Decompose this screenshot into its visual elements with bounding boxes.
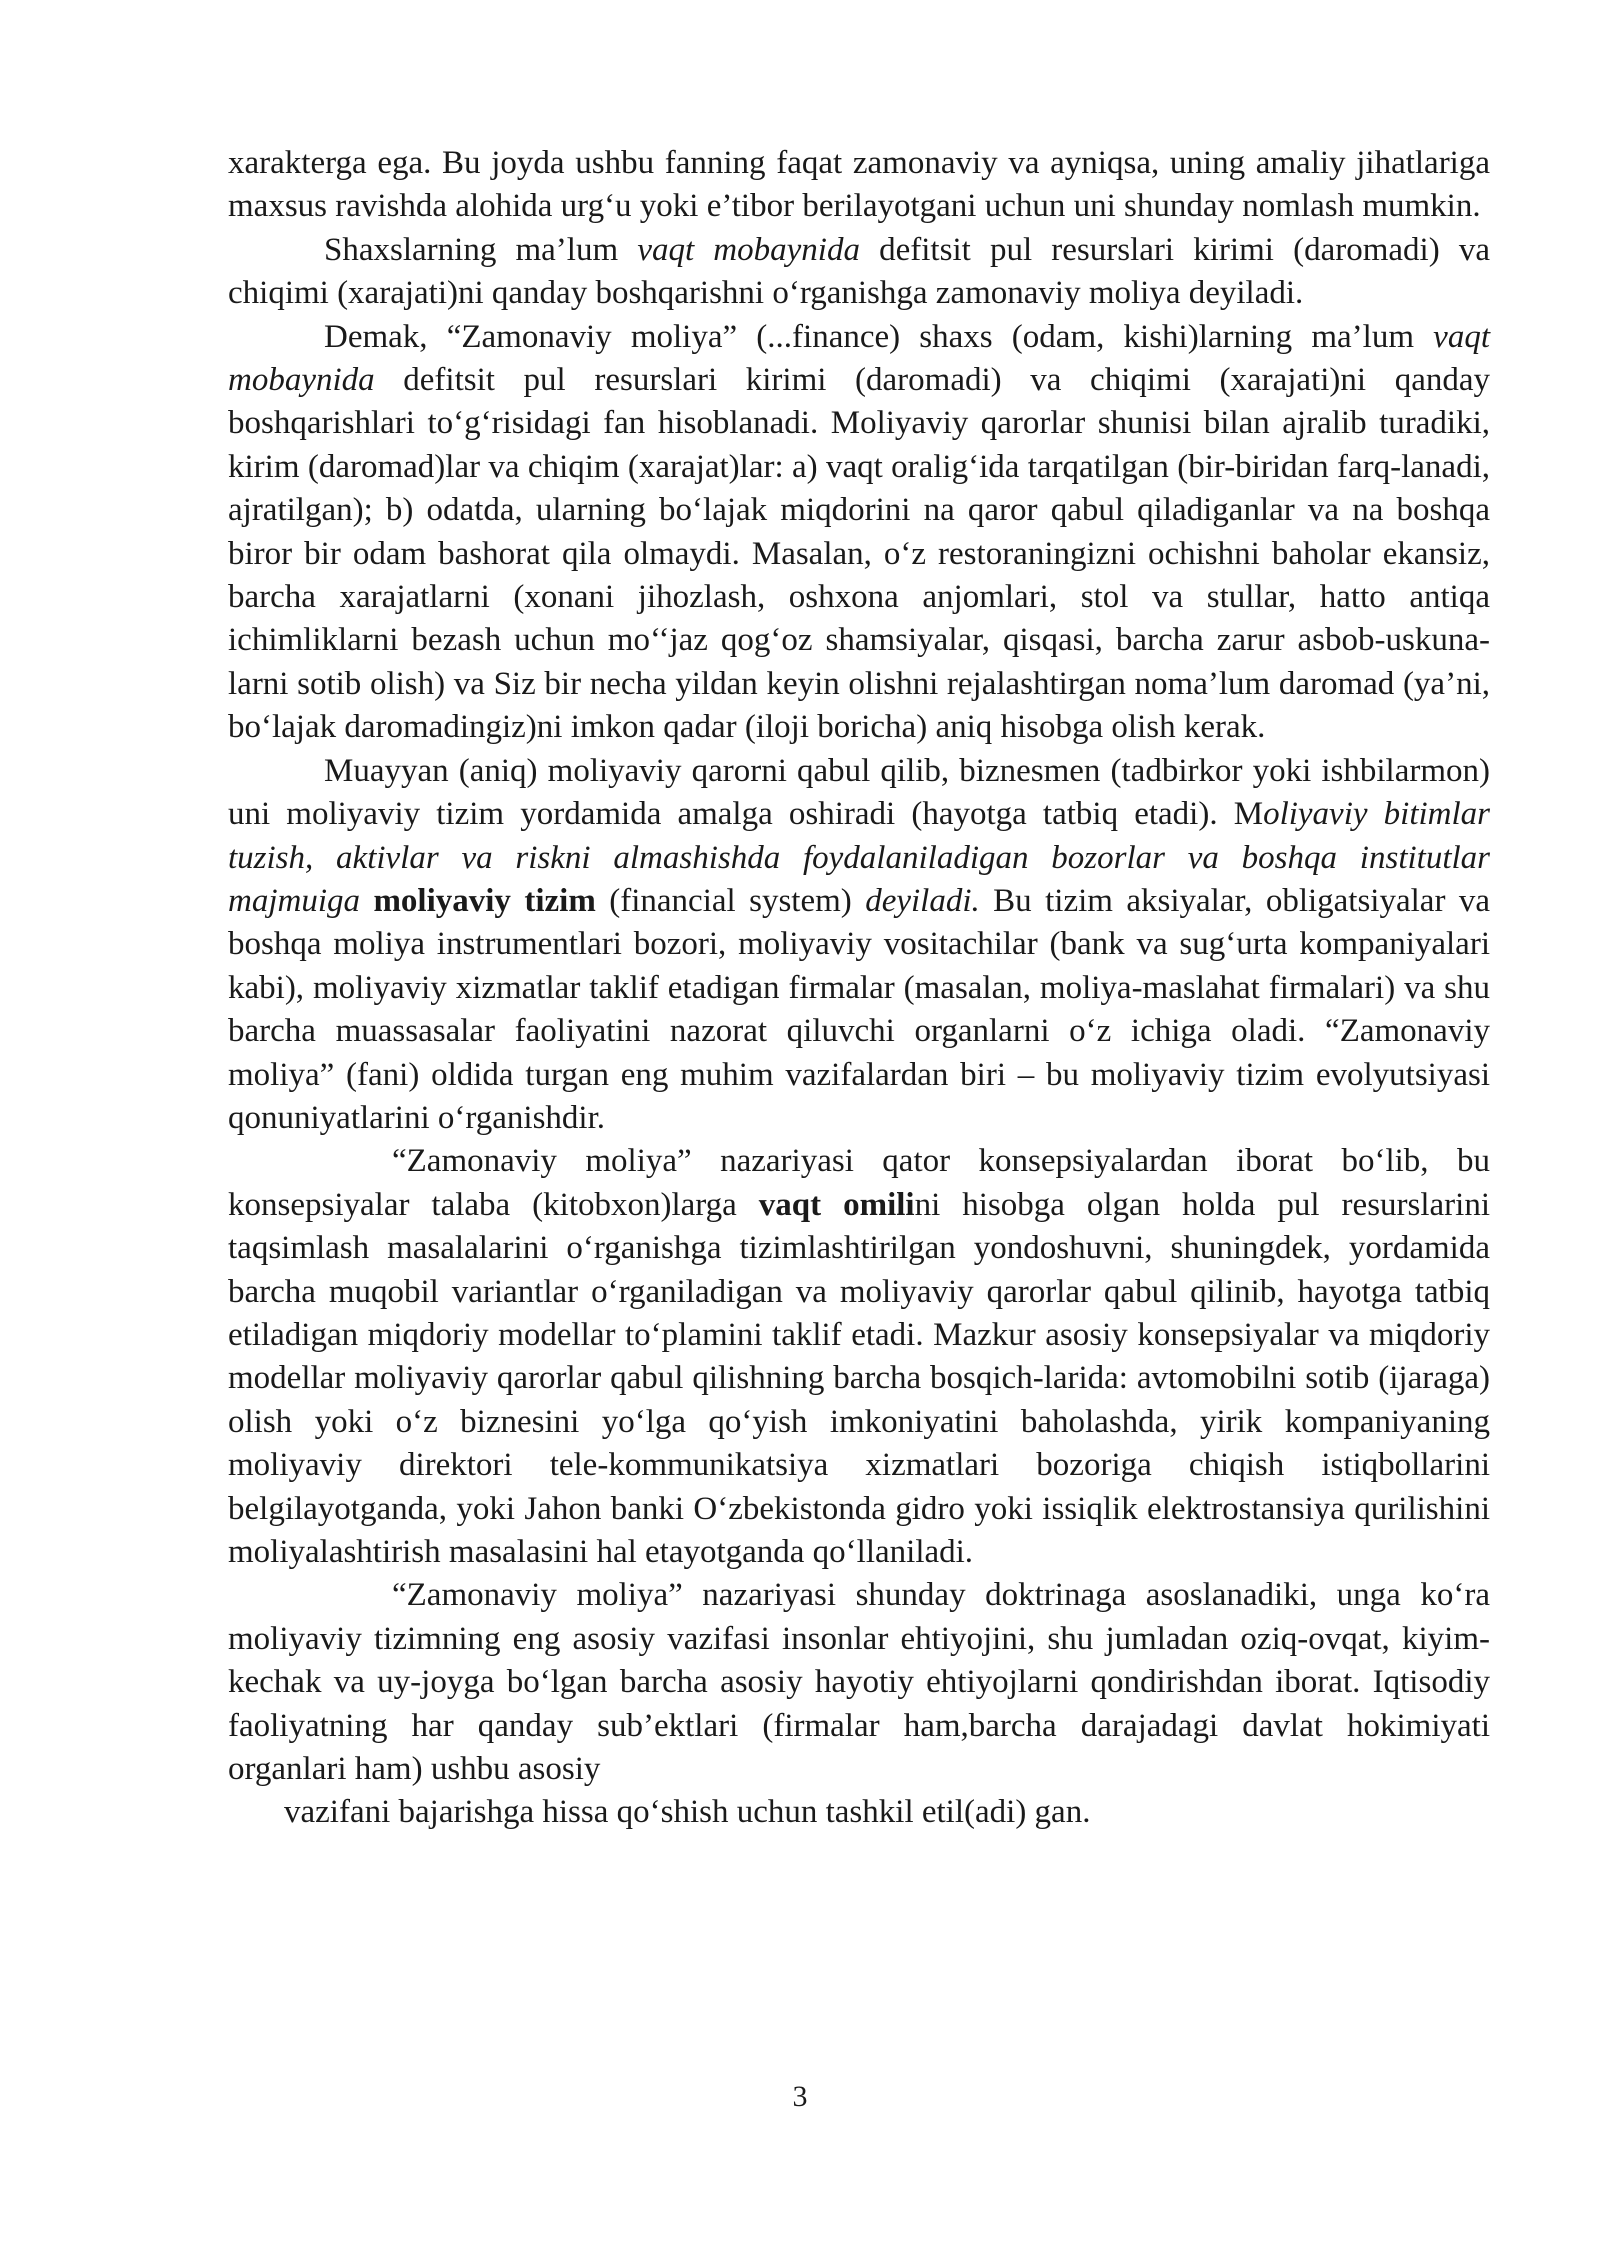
paragraph-5-text-b: ni hisobga olgan holda pul resurslarini taqsimlash masalalarini o‘rganishga tizimlashtirilgan yondoshuvni, shuningdek, yordamida barcha muqobil variantlar o‘rganiladigan va moliyaviy qarorlar qabul qilinib, hayotga tatbiq etiladigan miqdoriy modellar to‘plamini taklif etadi. Mazkur asosiy konsepsiyalar va miqdoriy modellar moliyaviy qarorlar qabul qilishning barcha bosqich-larida: avtomobilni sotib (ijaraga) olish yoki o‘z biznesini yo‘lga qo‘yish imkoniyatini baholashda, yirik kompaniyaning moliyaviy direktori tele-kommunikatsiya xizmatlari bozoriga chiqish istiqbollarini belgilayotganda, yoki Jahon banki O‘zbekistonda gidro yoki issiqlik elektrostansiya qurilishini moliyalashtirish masalasini hal etayotganda qo‘llaniladi. [228,1186,1491,1570]
paragraph-4-text-d: Bu tizim aksiyalar, obligatsiyalar va boshqa moliya instrumentlari bozori, moliyaviy vositachilar (bank va sug‘urta kompaniyalari kabi), moliyaviy xizmatlar taklif etadigan firmalar (masalan, moliya-maslahat firmalari) va shu barcha muassasalar faoliyatini nazorat qiluvchi organlarni o‘z ichiga oladi. “Zamonaviy moliya” (fani) oldida turgan eng muhim vazifalardan biri – bu moliyaviy tizim evolyutsiyasi qonuniyatlarini o‘rganishdir. [228,882,1490,1136]
paragraph-2 [228,229,1490,316]
paragraph-3 [228,316,1490,750]
paragraph-6-last-line [228,1791,1490,1834]
paragraph-3-text-a: Demak, “Zamonaviy moliya” (...finance) shaxs (odam, kishi)larning ma’lum [324,318,1434,355]
paragraph-4-bold-term: moliyaviy tizim [373,882,596,919]
paragraph-4-italic-definition: oliyaviy bitimlar tuzish, aktivlar va riskni almashishda foydalaniladigan bozorlar va boshqa institutlar majmuiga [228,796,1491,919]
paragraph-1 [228,142,1490,229]
paragraph-4-text-a: Muayyan (aniq) moliyaviy qarorni qabul qilib, biznesmen (tadbirkor yoki ishbilarmon) uni moliyaviy tizim yordamida amalga oshiradi (hayotga tatbiq etadi). M [228,752,1490,833]
paragraph-5 [228,1140,1490,1574]
paragraph-6-tail-text: vazifani bajarishga hissa qo‘shish uchun tashkil etil(adi) gan. [284,1794,1091,1831]
page-number: 3 [792,2080,808,2113]
paragraph-2-text-a: Shaxslarning ma’lum [324,231,638,268]
paragraph-3-italic-term: vaqt mobaynida [228,318,1490,399]
document-page [228,142,1490,1835]
paragraph-5-text-a: “Zamonaviy moliya” nazariyasi qator konsepsiyalardan iborat bo‘lib, bu konsepsiyalar talaba (kitobxon)larga [228,1143,1490,1223]
paragraph-3-text-b: defitsit pul resurslari kirimi (daromadi) va chiqimi (xarajati)ni qanday boshqarishlari to‘g‘risidagi fan hisoblanadi. Moliyaviy qarorlar shunisi bilan ajralib turadiki, kirim (daromad)lar va chiqim (xarajat)lar: a) vaqt oralig‘ida tarqatilgan (bir-biridan farq-lanadi, ajratilgan); b) odatda, ularning bo‘lajak miqdorini na qaror qabul qiladiganlar va na boshqa biror bir odam bashorat qila olmaydi. Masalan, o‘z restoraningizni ochishni baholar ekansiz, barcha xarajatlarni (xonani jihozlash, oshxona anjomlari, stol va stullar, hatto antiqa ichimliklarni bezash uchun mo‘‘jaz qog‘oz shamsiyalar, qisqasi, barcha zarur asbob-uskuna-larni sotib olish) va Siz bir necha yildan keyin olishni rejalashtirgan noma’lum daromad (ya’ni, bo‘lajak daromadingiz)ni imkon qadar (iloji boricha) aniq hisobga olish kerak. [228,362,1490,746]
paragraph-6-text-a: “Zamonaviy moliya” nazariyasi shunday doktrinaga asoslanadiki, unga ko‘ra moliyaviy tizimning eng asosiy vazifasi insonlar ehtiyojini, shu jumladan oziq-ovqat, kiyim-kechak va uy-joyga bo‘lgan barcha asosiy hayotiy ehtiyojlarni qondirishdan iborat. Iqtisodiy faoliyatning har qanday sub’ektlari (firmalar ham,barcha darajadagi davlat hokimiyati organlari ham) ushbu asosiy [228,1577,1490,1788]
paragraph-4-italic-deyiladi: deyiladi. [865,882,980,919]
paragraph-6 [228,1574,1490,1791]
paragraph-4-text-c: (financial system) [595,882,866,919]
paragraph-4 [228,750,1490,1141]
paragraph-2-text-b: defitsit pul resurslari kirimi (daromadi) va chiqimi (xarajati)ni qanday boshqarishni o‘rganishga zamonaviy moliya deyiladi. [228,231,1490,312]
paragraph-1-text: xarakterga ega. Bu joyda ushbu fanning faqat zamonaviy va ayniqsa, uning amaliy jihatlariga maxsus ravishda alohida urg‘u yoki e’tibor berilayotgani uchun uni shunday nomlash mumkin. [228,145,1490,225]
paragraph-2-italic-term: vaqt mobaynida [637,231,860,268]
paragraph-5-bold-term: vaqt omili [758,1186,915,1223]
